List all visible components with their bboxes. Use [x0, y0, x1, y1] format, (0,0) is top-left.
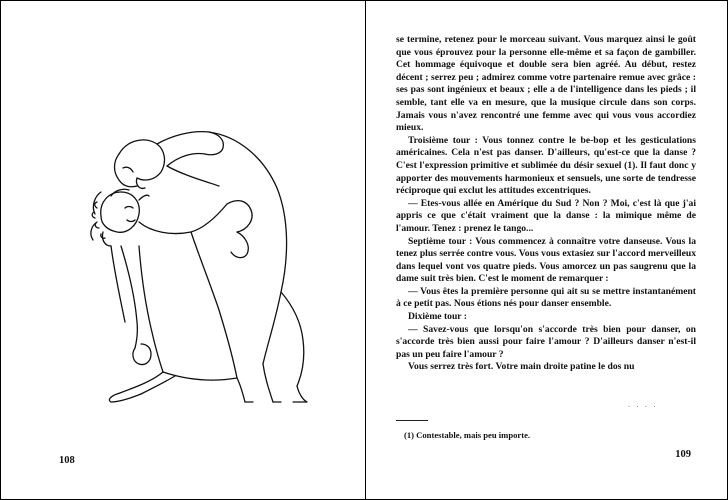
paragraph: — Vous êtes la première personne qui ait su se mettre instantanément à ce petit pas. Nous étions nés pour danser ensemble.: [396, 285, 696, 310]
footnote: (1) Contestable, mais peu importe.: [404, 430, 531, 440]
dancing-couple-illustration: [41, 96, 341, 406]
footnote-rule: [396, 420, 428, 421]
print-speckle: · · · ·: [628, 403, 658, 411]
paragraph: Septième tour : Vous commencez à connaître votre danseuse. Vous la tenez plus serrée contre vous. Vous vous extasiez sur l'accord merveilleux dans lequel vont vos quatre pieds. Vous amorcez un pas saugrenu que la dame suit très bien. C'est le moment de remarquer :: [396, 235, 696, 285]
left-page: [1, 1, 365, 499]
paragraph: — Etes-vous allée en Amérique du Sud ? Non ? Moi, c'est là que j'ai appris ce que c'était vraiment que la danse : la mimique même de l'amour. Tenez : prenez le tango...: [396, 197, 696, 234]
paragraph: Vous serrez très fort. Votre main droite patine le dos nu: [408, 361, 635, 373]
paragraph: Troisième tour : Vous tonnez contre le be-bop et les gesticulations américaines. Cela n'est pas danser. D'ailleurs, qu'est-ce que la danse ? C'est l'expression primitive et sublimée du désir sexuel (1). Il faut donc y apporter des mouvements harmonieux et sensuels, une sorte de tendresse réciproque qui exclut les attitudes excentriques.: [396, 134, 696, 197]
body-text: [396, 34, 696, 374]
paragraph: se termine, retenez pour le morceau suivant. Vous marquez ainsi le goût que vous éprouvez pour la personne elle-même et sa façon de gambiller. Cet hommage équivoque et double sera bien agréé. Au début, restez décent ; serrez peu ; admirez comme votre partenaire remue avec grâce : ses pas sont ingénieux et beaux ; elle a de l'intelligence dans les pieds ; il semble, tant elle va en mesure, que la musique circule dans son corps. Jamais vous n'avez rencontré une femme avec qui vous vous accordiez mieux.: [396, 34, 696, 134]
right-page: [366, 1, 727, 499]
page-number-left: 108: [59, 455, 75, 466]
page-number-right: 109: [675, 449, 691, 460]
paragraph: — Savez-vous que lorsqu'on s'accorde très bien pour danser, on s'accorde très bien aussi pour faire l'amour ? D'ailleurs danser n'est-il pas un peu faire l'amour ?: [396, 323, 696, 360]
paragraph: Dixième tour :: [408, 311, 467, 323]
